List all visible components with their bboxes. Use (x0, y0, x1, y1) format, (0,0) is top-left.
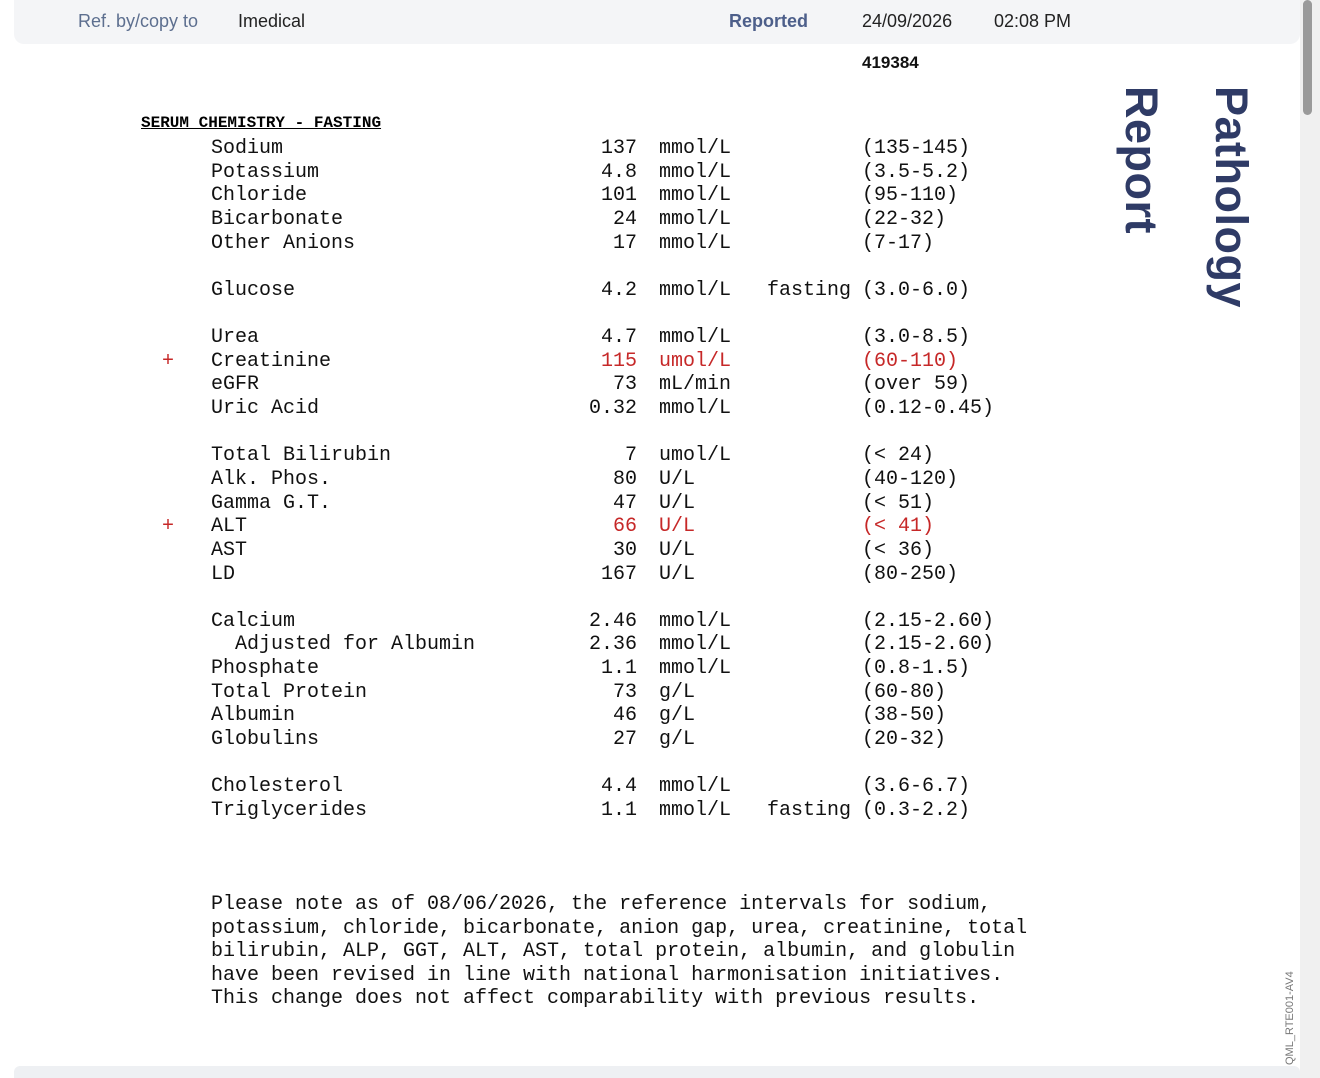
result-row (0, 492, 1100, 516)
result-name: Chloride (211, 184, 308, 207)
note-line: have been revised in line with national harmonisation initiatives. (211, 963, 1004, 987)
result-value: 4.8 (600, 161, 637, 184)
result-unit: mmol/L (659, 775, 732, 798)
lab-number: 419384 (862, 53, 919, 72)
result-value: 167 (600, 563, 637, 586)
result-unit: U/L (659, 468, 696, 491)
result-unit: mmol/L (659, 610, 732, 633)
note-line: This change does not affect comparability with previous results. (211, 987, 980, 1011)
result-value: 66 (612, 515, 637, 538)
result-row (0, 373, 1100, 397)
result-name: Calcium (211, 610, 296, 633)
result-row (0, 279, 1100, 303)
result-row (0, 397, 1100, 421)
result-row (0, 657, 1100, 681)
result-name: Bicarbonate (211, 208, 344, 231)
result-unit: mmol/L (659, 279, 732, 302)
reported-time: 02:08 PM (994, 11, 1072, 31)
result-range: (< 36) (862, 539, 935, 562)
result-unit: U/L (659, 492, 696, 515)
result-value: 46 (612, 704, 637, 727)
result-unit: mmol/L (659, 161, 732, 184)
result-unit: mmol/L (659, 799, 732, 822)
result-row (0, 161, 1100, 185)
result-range: (< 51) (862, 492, 935, 515)
result-row (0, 775, 1100, 799)
result-range: (2.15-2.60) (862, 633, 995, 656)
result-unit: U/L (659, 563, 696, 586)
result-flag: + (162, 350, 175, 373)
result-unit: U/L (659, 539, 696, 562)
result-unit: mmol/L (659, 232, 732, 255)
result-qualifier: fasting (767, 799, 852, 822)
result-name: Total Protein (211, 681, 368, 704)
result-value: 7 (624, 444, 637, 467)
result-name: Adjusted for Albumin (235, 633, 476, 656)
result-unit: umol/L (659, 444, 732, 467)
result-range: (3.6-6.7) (862, 775, 971, 798)
result-row (0, 468, 1100, 492)
form-code: QML_RTE001-AV4 (1284, 971, 1296, 1065)
reported-date: 24/09/2026 (862, 11, 953, 31)
result-range: (80-250) (862, 563, 959, 586)
result-value: 1.1 (600, 799, 637, 822)
result-row (0, 515, 1100, 539)
ref-copy-value: Imedical (238, 11, 306, 31)
result-unit: mmol/L (659, 137, 732, 160)
result-value: 4.4 (600, 775, 637, 798)
result-row (0, 799, 1100, 823)
result-name: Cholesterol (211, 775, 344, 798)
result-name: Globulins (211, 728, 320, 751)
scrollbar-track[interactable] (1300, 0, 1320, 1078)
result-row (0, 610, 1100, 634)
result-value: 1.1 (600, 657, 637, 680)
result-row (0, 728, 1100, 752)
result-name: Alk. Phos. (211, 468, 332, 491)
result-name: Uric Acid (211, 397, 320, 420)
result-row (0, 326, 1100, 350)
result-name: LD (211, 563, 236, 586)
result-name: Potassium (211, 161, 320, 184)
reference-interval-note (211, 893, 1111, 1011)
result-unit: umol/L (659, 350, 732, 373)
result-name: Triglycerides (211, 799, 368, 822)
result-value: 4.2 (600, 279, 637, 302)
result-row (0, 704, 1100, 728)
reported-label: Reported (729, 11, 809, 31)
result-name: Urea (211, 326, 260, 349)
result-unit: mmol/L (659, 633, 732, 656)
result-name: eGFR (211, 373, 260, 396)
result-value: 30 (612, 539, 637, 562)
result-unit: g/L (659, 681, 696, 704)
result-unit: mmol/L (659, 208, 732, 231)
note-line: potassium, chloride, bicarbonate, anion gap, urea, creatinine, total (211, 916, 1028, 940)
result-value: 0.32 (588, 397, 637, 420)
result-value: 24 (612, 208, 637, 231)
result-unit: g/L (659, 728, 696, 751)
result-name: Glucose (211, 279, 296, 302)
result-name: Phosphate (211, 657, 320, 680)
result-range: (0.12-0.45) (862, 397, 995, 420)
result-value: 115 (600, 350, 637, 373)
result-row (0, 444, 1100, 468)
result-row (0, 633, 1100, 657)
result-name: Gamma G.T. (211, 492, 332, 515)
result-range: (20-32) (862, 728, 947, 751)
result-value: 2.46 (588, 610, 637, 633)
result-range: (135-145) (862, 137, 971, 160)
result-qualifier: fasting (767, 279, 852, 302)
result-row (0, 563, 1100, 587)
result-name: AST (211, 539, 248, 562)
result-row (0, 350, 1100, 374)
ref-copy-label: Ref. by/copy to (78, 11, 199, 31)
result-name: ALT (211, 515, 248, 538)
result-value: 47 (612, 492, 637, 515)
result-value: 80 (612, 468, 637, 491)
result-range: (7-17) (862, 232, 935, 255)
result-name: Sodium (211, 137, 284, 160)
section-title: SERUM CHEMISTRY - FASTING (141, 114, 382, 132)
note-line: bilirubin, ALP, GGT, ALT, AST, total protein, albumin, and globulin (211, 940, 1016, 964)
result-row (0, 681, 1100, 705)
result-range: (< 41) (862, 515, 935, 538)
result-unit: U/L (659, 515, 696, 538)
result-range: (40-120) (862, 468, 959, 491)
result-unit: mmol/L (659, 184, 732, 207)
result-value: 4.7 (600, 326, 637, 349)
result-range: (0.8-1.5) (862, 657, 971, 680)
result-range: (95-110) (862, 184, 959, 207)
result-range: (over 59) (862, 373, 971, 396)
result-row (0, 539, 1100, 563)
result-unit: mmol/L (659, 397, 732, 420)
result-range: (3.0-6.0) (862, 279, 971, 302)
result-range: (22-32) (862, 208, 947, 231)
result-row (0, 137, 1100, 161)
result-range: (< 24) (862, 444, 935, 467)
result-value: 101 (600, 184, 637, 207)
result-range: (3.5-5.2) (862, 161, 971, 184)
scrollbar-thumb[interactable] (1303, 0, 1312, 115)
result-range: (38-50) (862, 704, 947, 727)
result-range: (3.0-8.5) (862, 326, 971, 349)
result-unit: mmol/L (659, 326, 732, 349)
result-flag: + (162, 515, 175, 538)
result-name: Total Bilirubin (211, 444, 392, 467)
result-name: Other Anions (211, 232, 356, 255)
note-line: Please note as of 08/06/2026, the reference intervals for sodium, (211, 893, 992, 916)
result-row (0, 232, 1100, 256)
result-range: (60-110) (862, 350, 959, 373)
bottom-bar (14, 1066, 1300, 1078)
side-title: Pathology Report (1116, 86, 1257, 309)
result-name: Creatinine (211, 350, 332, 373)
result-unit: mL/min (659, 373, 732, 396)
result-range: (0.3-2.2) (862, 799, 971, 822)
result-range: (2.15-2.60) (862, 610, 995, 633)
result-unit: g/L (659, 704, 696, 727)
result-range: (60-80) (862, 681, 947, 704)
result-value: 17 (612, 232, 637, 255)
result-name: Albumin (211, 704, 296, 727)
result-value: 73 (612, 681, 637, 704)
result-row (0, 184, 1100, 208)
result-value: 27 (612, 728, 637, 751)
result-value: 73 (612, 373, 637, 396)
result-value: 2.36 (588, 633, 637, 656)
result-row (0, 208, 1100, 232)
result-value: 137 (600, 137, 637, 160)
result-unit: mmol/L (659, 657, 732, 680)
